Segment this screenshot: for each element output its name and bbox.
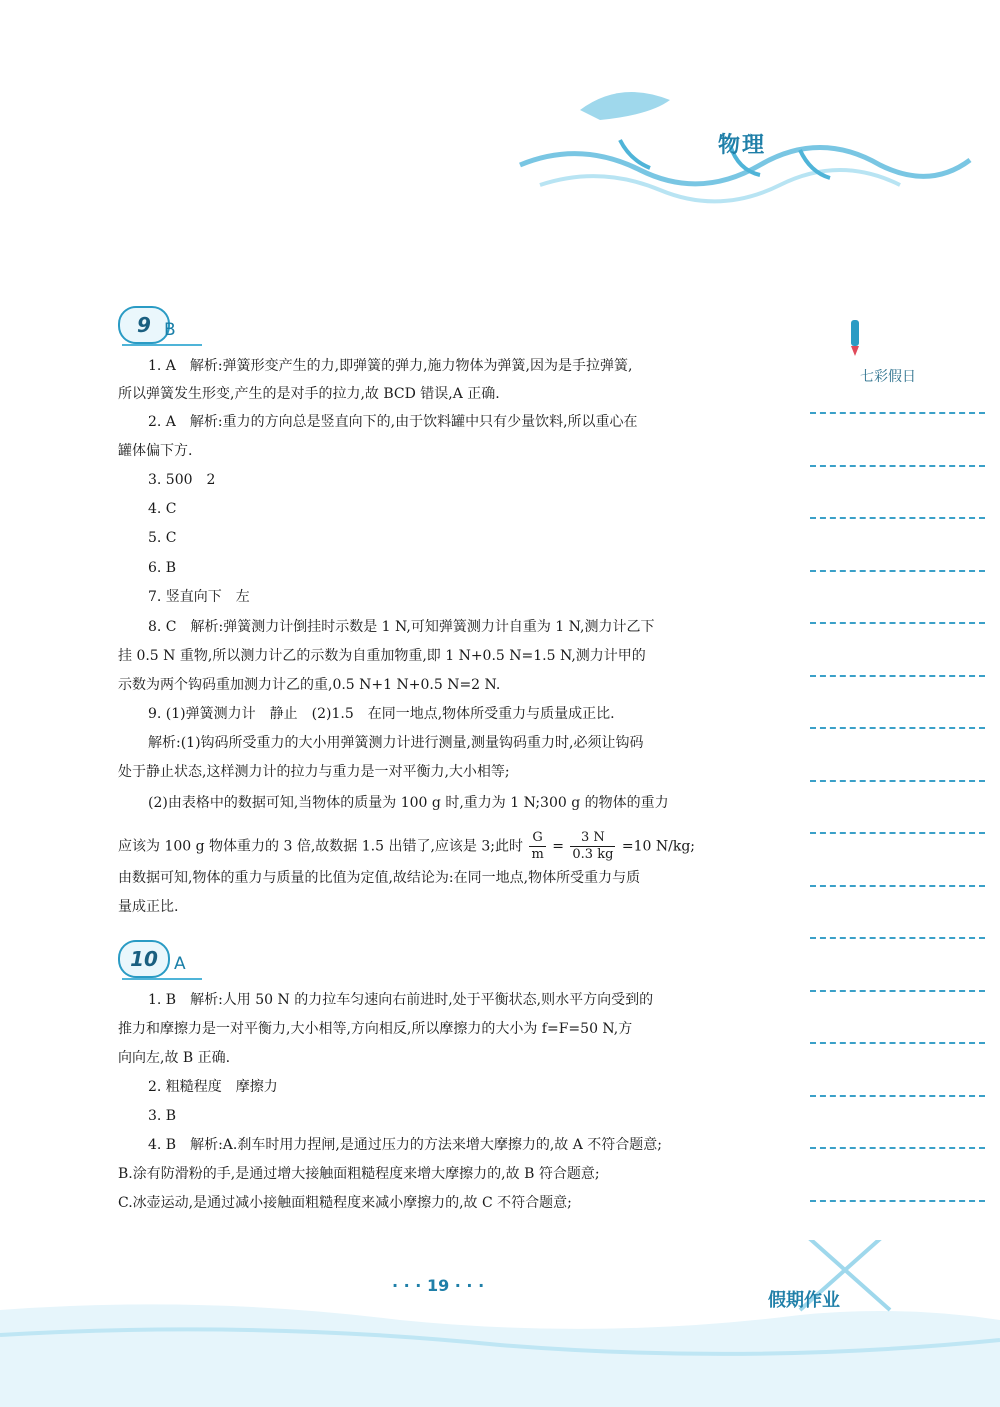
answer-line: 解析:(1)钩码所受重力的大小用弹簧测力计进行测量,测量钩码重力时,必须让钩码	[148, 735, 644, 751]
answer-line: 3. B	[148, 1108, 177, 1124]
note-line	[810, 675, 985, 677]
section-badge-9	[118, 306, 218, 350]
sidebar-label: 七彩假日	[860, 369, 916, 385]
note-line	[810, 622, 985, 624]
answer-line: 8. C 解析:弹簧测力计倒挂时示数是 1 N,可知弹簧测力计自重为 1 N,测力计乙下	[148, 619, 655, 635]
answer-line: C.冰壶运动,是通过减小接触面粗糙程度来减小摩擦力的,故 C 不符合题意;	[118, 1195, 572, 1211]
answer-line: 5. C	[148, 530, 177, 546]
answer-line: 1. A 解析:弹簧形变产生的力,即弹簧的弹力,施力物体为弹簧,因为是手拉弹簧,	[148, 358, 633, 374]
answer-line: 挂 0.5 N 重物,所以测力计乙的示数为自重加物重,即 1 N+0.5 N=1.5 N,测力计甲的	[118, 648, 646, 664]
note-line	[810, 937, 985, 939]
footer-wave-decoration	[0, 1240, 1000, 1407]
note-line	[810, 1095, 985, 1097]
answer-line: 4. C	[148, 501, 177, 517]
footer-label: 假期作业	[768, 1290, 840, 1311]
answer-line: 向向左,故 B 正确.	[118, 1050, 231, 1066]
subject-title: 物理	[718, 133, 767, 158]
fraction-values	[570, 830, 615, 863]
section-badge-10	[118, 940, 218, 984]
answer-line: 7. 竖直向下 左	[148, 589, 250, 605]
fraction-numerator: G	[529, 830, 545, 847]
answer-line: 9. (1)弹簧测力计 静止 (2)1.5 在同一地点,物体所受重力与质量成正比.	[148, 706, 615, 722]
answer-line: 2. A 解析:重力的方向总是竖直向下的,由于饮料罐中只有少量饮料,所以重心在	[148, 414, 638, 430]
answer-text: 应该为 100 g 物体重力的 3 倍,故数据 1.5 出错了,应该是 3;此时	[118, 838, 523, 855]
equals-sign: =	[552, 838, 564, 855]
answer-line: 3. 500 2	[148, 472, 216, 488]
section-number: 9	[118, 306, 170, 344]
answer-text: =10 N/kg;	[621, 838, 695, 855]
section-answer: B	[164, 320, 176, 340]
note-line	[810, 517, 985, 519]
answer-line: 所以弹簧发生形变,产生的是对手的拉力,故 BCD 错误,A 正确.	[118, 386, 500, 402]
answer-line: 罐体偏下方.	[118, 443, 193, 459]
answer-line: 由数据可知,物体的重力与质量的比值为定值,故结论为:在同一地点,物体所受重力与质	[118, 870, 641, 886]
answer-line: 2. 粗糙程度 摩擦力	[148, 1079, 278, 1095]
answer-line: 处于静止状态,这样测力计的拉力与重力是一对平衡力,大小相等;	[118, 764, 510, 780]
answer-line: 4. B 解析:A.刹车时用力捏闸,是通过压力的方法来增大摩擦力的,故 A 不符合题意;	[148, 1137, 662, 1153]
note-line	[810, 990, 985, 992]
note-line	[810, 727, 985, 729]
section-underline	[122, 978, 202, 980]
answer-line: 示数为两个钩码重加测力计乙的重,0.5 N+1 N+0.5 N=2 N.	[118, 677, 501, 693]
answer-line: 量成正比.	[118, 899, 179, 915]
note-line	[810, 780, 985, 782]
section-underline	[122, 344, 202, 346]
fraction-numerator: 3 N	[570, 830, 615, 847]
fraction-denominator: m	[531, 847, 544, 862]
page-number: · · · 19 · · ·	[392, 1276, 485, 1295]
section-number: 10	[118, 940, 170, 978]
note-line	[810, 412, 985, 414]
pencil-icon	[845, 318, 865, 358]
fraction-g-over-m	[529, 830, 545, 863]
note-line	[810, 832, 985, 834]
note-line	[810, 465, 985, 467]
answer-line: 1. B 解析:人用 50 N 的力拉车匀速向右前进时,处于平衡状态,则水平方向受到的	[148, 992, 654, 1008]
note-line	[810, 1042, 985, 1044]
note-line	[810, 570, 985, 572]
answer-line-with-formula	[118, 830, 748, 863]
note-line	[810, 885, 985, 887]
answer-line: B.涂有防滑粉的手,是通过增大接触面粗糙程度来增大摩擦力的,故 B 符合题意;	[118, 1166, 600, 1182]
answer-line: 6. B	[148, 560, 177, 576]
answer-line: 推力和摩擦力是一对平衡力,大小相等,方向相反,所以摩擦力的大小为 f=F=50 N,方	[118, 1021, 633, 1037]
note-line	[810, 1147, 985, 1149]
note-line	[810, 1200, 985, 1202]
fraction-denominator: 0.3 kg	[572, 847, 614, 862]
section-answer: A	[174, 954, 186, 974]
answer-line: (2)由表格中的数据可知,当物体的质量为 100 g 时,重力为 1 N;300 g 的物体的重力	[148, 795, 669, 811]
